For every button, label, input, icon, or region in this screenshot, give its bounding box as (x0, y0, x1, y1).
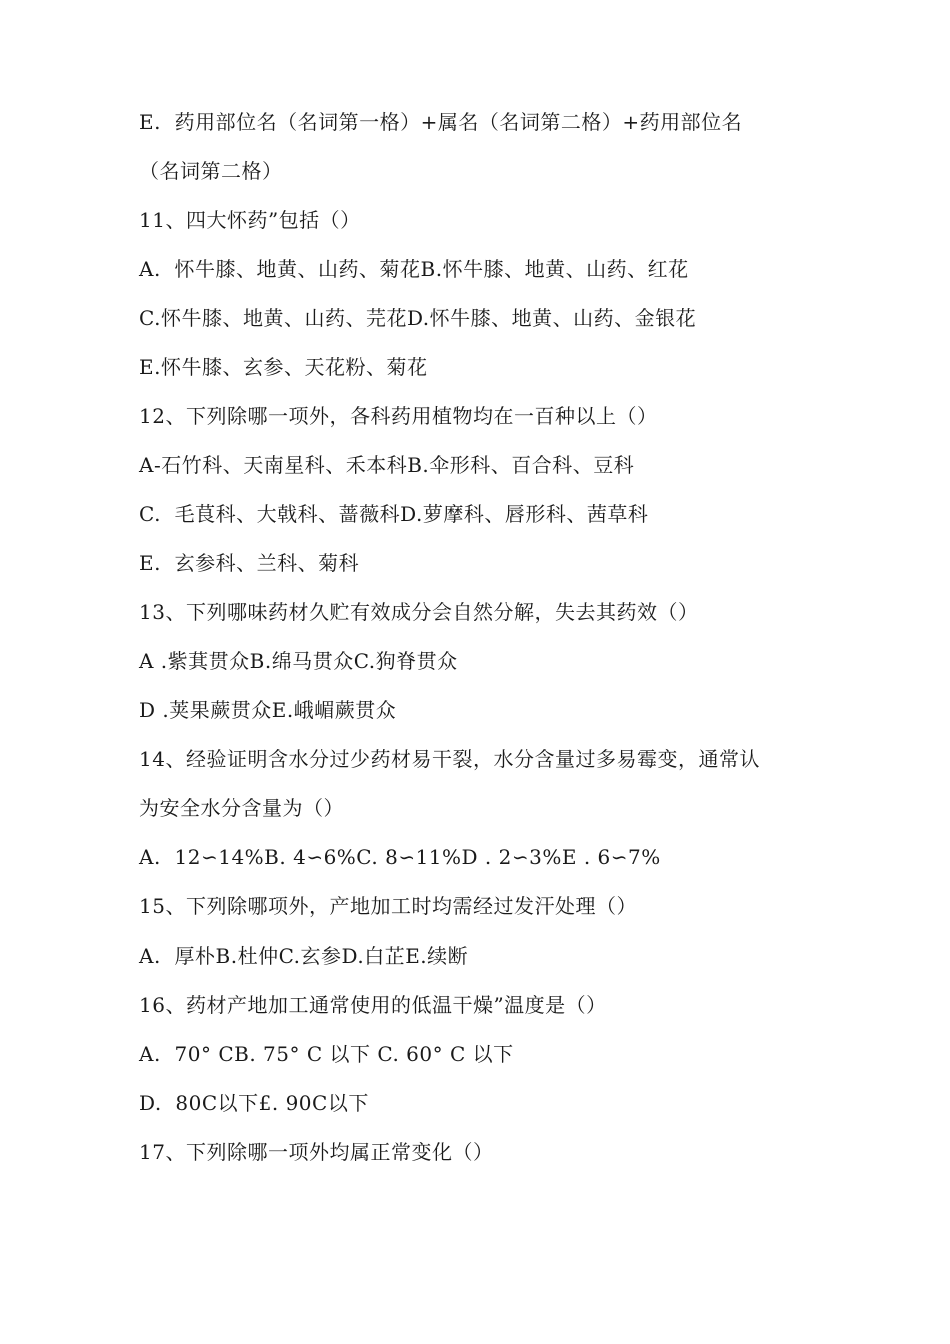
text-line: E. 药用部位名（名词第一格）+属名（名词第二格）+药用部位名 (139, 110, 743, 134)
question-17: 17、下列除哪一项外均属正常变化（） (139, 1140, 494, 1164)
text-line: （名词第二格） (139, 159, 283, 183)
text-line: 为安全水分含量为（） (139, 796, 344, 820)
question-14: 14、经验证明含水分过少药材易干裂，水分含量过多易霉变，通常认 (139, 747, 760, 771)
text-line: A. 怀牛膝、地黄、山药、菊花B.怀牛膝、地黄、山药、红花 (139, 257, 689, 281)
text-line: A. 厚朴B.杜仲C.玄参D.白芷E.续断 (139, 944, 469, 968)
text-line: E. 玄参科、兰科、菊科 (139, 551, 360, 575)
text-line: A. 12∽14%B. 4∽6%C. 8∽11%D . 2∽3%E . 6∽7% (139, 845, 661, 869)
question-11: 11、四大怀药”包括（） (139, 208, 361, 232)
question-15: 15、下列除哪项外，产地加工时均需经过发汗处理（） (139, 894, 637, 918)
text-line: A. 70° CB. 75° C 以下 C. 60° C 以下 (139, 1042, 514, 1066)
text-line: E.怀牛膝、玄参、天花粉、菊花 (139, 355, 428, 379)
text-line: C. 毛茛科、大戟科、蔷薇科D.萝摩科、唇形科、茜草科 (139, 502, 649, 526)
text-line: D .荚果蕨贯众E.峨嵋蕨贯众 (139, 698, 397, 722)
question-13: 13、下列哪味药材久贮有效成分会自然分解，失去其药效（） (139, 600, 699, 624)
text-line: D. 80C以下£. 90C以下 (139, 1091, 369, 1115)
question-16: 16、药材产地加工通常使用的低温干燥”温度是（） (139, 993, 607, 1017)
text-line: A-石竹科、天南星科、禾本科B.伞形科、百合科、豆科 (139, 453, 635, 477)
question-12: 12、下列除哪一项外，各科药用植物均在一百种以上（） (139, 404, 658, 428)
text-line: A .紫萁贯众B.绵马贯众C.狗脊贯众 (139, 649, 458, 673)
text-line: C.怀牛膝、地黄、山药、芫花D.怀牛膝、地黄、山药、金银花 (139, 306, 697, 330)
